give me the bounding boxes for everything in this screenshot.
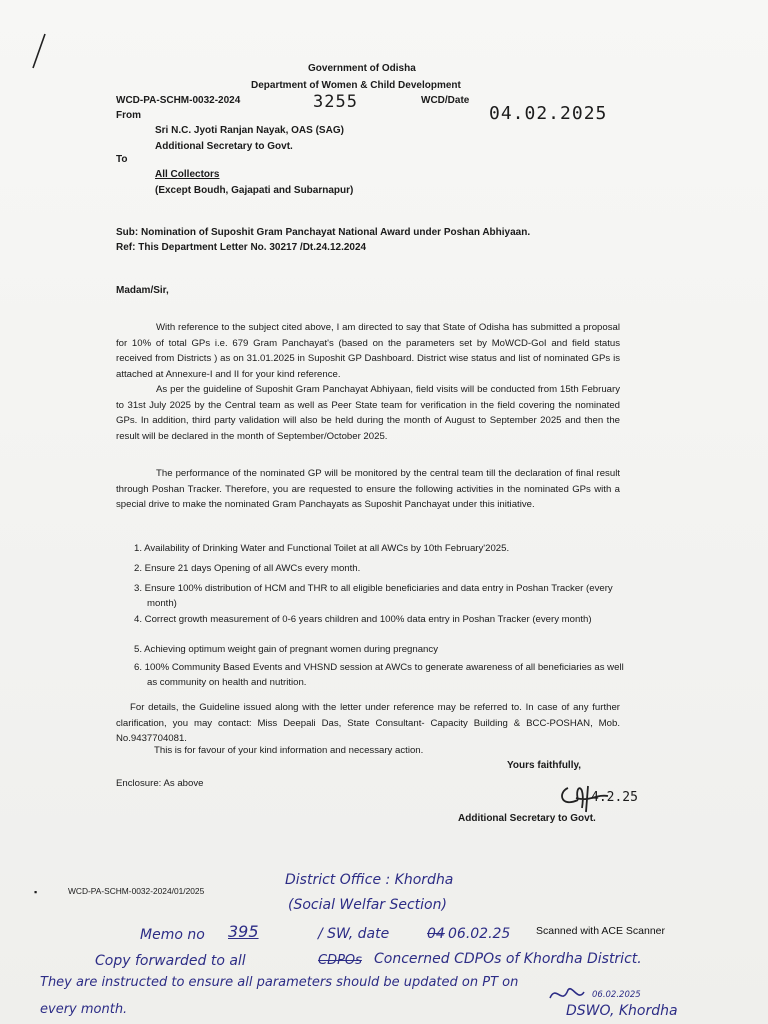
- memo-date: 06.02.25: [448, 926, 511, 942]
- sender-name: Sri N.C. Jyoti Ranjan Nayak, OAS (SAG): [155, 125, 344, 136]
- yours-faithfully: Yours faithfully,: [507, 760, 582, 771]
- closing-paragraph: For details, the Guideline issued along with the letter under reference may be referred to. In case of any further clarification, you may contact: Miss Deepali Das, State Consultant- Capacity Building & BCC-POSHAN, Mob. No.9437704081.: [116, 702, 620, 744]
- pen-mark: [30, 32, 50, 72]
- activity-item: 6. 100% Community Based Events and VHSND session at AWCs to generate awareness of all beneficiaries as well as community on health and nutrition.: [134, 662, 624, 688]
- struck-word: CDPOs: [318, 953, 362, 968]
- memo-label: Memo no: [140, 927, 205, 943]
- recipient: All Collectors: [155, 169, 220, 180]
- activity-item: 5. Achieving optimum weight gain of pregnant women during pregnancy: [134, 644, 438, 655]
- paragraph-2: As per the guideline of Suposhit Gram Panchayat Abhiyaan, field visits will be conducted from 15th February to 31st July 2025 by the Central team as well as Peer State team for verification in the field covering the nominated GPs. In addition, third party validation will also be held during the month of August to September 2025 and then the result will be declared in the month of September/October 2025.: [116, 384, 620, 442]
- instruction-line-2: every month.: [40, 1002, 128, 1017]
- enclosure: Enclosure: As above: [116, 778, 204, 789]
- paragraph-3: The performance of the nominated GP will be monitored by the central team till the declaration of final result through Poshan Tracker. Therefore, you are requested to ensure the following activities in the nominated GPs with a special drive to make the nominated Gram Panchayats as Suposhit Panchayat under this initiative.: [116, 468, 620, 510]
- letter-number: WCD-PA-SCHM-0032-2024: [116, 95, 241, 106]
- handwritten-date: 04.02.2025: [489, 103, 608, 124]
- from-label: From: [116, 110, 141, 121]
- activity-item: 4. Correct growth measurement of 0-6 years children and 100% data entry in Poshan Tracker (every month): [134, 614, 592, 625]
- handwritten-letter-number: 3255: [313, 92, 358, 112]
- copy-forwarded-text: Copy forwarded to all: [95, 953, 246, 969]
- signatory-designation: Additional Secretary to Govt.: [458, 813, 596, 824]
- activity-item: 1. Availability of Drinking Water and Functional Toilet at all AWCs by 10th February'2025.: [134, 543, 510, 554]
- closing-line: This is for favour of your kind information and necessary action.: [154, 745, 424, 756]
- government-title: Government of Odisha: [308, 63, 416, 74]
- reference-line: Ref: This Department Letter No. 30217 /Dt.24.12.2024: [116, 242, 367, 253]
- memo-number: 395: [228, 922, 259, 941]
- salutation: Madam/Sir,: [116, 285, 169, 296]
- sender-designation: Additional Secretary to Govt.: [155, 141, 293, 152]
- bullet-mark: ▪: [34, 887, 38, 897]
- to-label: To: [116, 154, 128, 165]
- paragraph-1: With reference to the subject cited above, I am directed to say that State of Odisha has submitted a proposal for 10% of total GPs i.e. 679 Gram Panchayat's (based on the parameters set by MoWCD-GoI and field status received from Districts ) as on 31.01.2025 in Suposhit GP Dashboard. District wise status and list of nominated GPs is attached at Annexure-I and II for your kind reference.: [116, 322, 620, 380]
- struck-date: 04: [427, 926, 445, 942]
- initials-date: 06.02.2025: [592, 990, 641, 1000]
- instruction-line: They are instructed to ensure all parameters should be updated on PT on: [40, 975, 519, 990]
- signature-date: 4.2.25: [591, 790, 638, 805]
- dswo-signature: DSWO, Khordha: [566, 1003, 678, 1019]
- copy-letter-number: WCD-PA-SCHM-0032-2024/01/2025: [68, 886, 205, 896]
- recipient-exception: (Except Boudh, Gajapati and Subarnapur): [155, 185, 354, 196]
- district-office: District Office : Khordha: [285, 872, 454, 888]
- activity-item: 3. Ensure 100% distribution of HCM and THR to all eligible beneficiaries and data entry in Poshan Tracker (every month): [134, 583, 613, 609]
- scanner-watermark: Scanned with ACE Scanner: [536, 925, 665, 937]
- subject-line: Sub: Nomination of Suposhit Gram Panchayat National Award under Poshan Abhiyaan.: [116, 227, 531, 238]
- activity-item: 2. Ensure 21 days Opening of all AWCs every month.: [134, 563, 361, 574]
- memo-section-date-label: / SW, date: [318, 926, 390, 942]
- date-label: WCD/Date: [421, 95, 470, 106]
- department-title: Department of Women & Child Development: [251, 80, 461, 91]
- section-name: (Social Welfar Section): [288, 897, 447, 913]
- copy-forwarded-recipients: Concerned CDPOs of Khordha District.: [374, 951, 642, 967]
